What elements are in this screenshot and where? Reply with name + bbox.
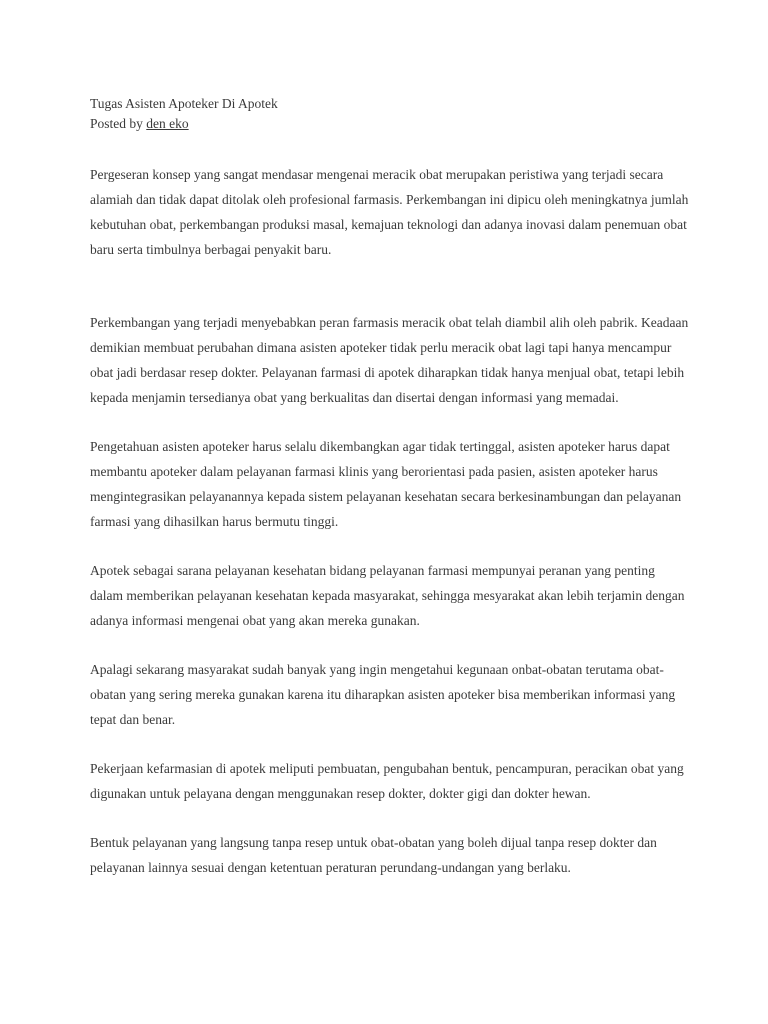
document-title: Tugas Asisten Apoteker Di Apotek	[90, 96, 278, 111]
byline-prefix: Posted by	[90, 116, 147, 131]
document-page	[90, 94, 690, 904]
paragraph-7: Bentuk pelayanan yang langsung tanpa resep untuk obat-obatan yang boleh dijual tanpa resep dokter dan pelayanan lainnya sesuai dengan ketentuan peraturan perundang-undangan yang berlaku.	[90, 835, 657, 875]
paragraph-1: Pergeseran konsep yang sangat mendasar mengenai meracik obat merupakan peristiwa yang terjadi secara alamiah dan tidak dapat ditolak oleh profesional farmasis. Perkembangan ini dipicu oleh meningkatnya jumlah kebutuhan obat, perkembangan produksi masal, kemajuan teknologi dan adanya inovasi dalam penemuan obat baru serta timbulnya berbagai penyakit baru.	[90, 167, 689, 257]
author-link[interactable]: den eko	[146, 116, 189, 131]
paragraph-4: Apotek sebagai sarana pelayanan kesehatan bidang pelayanan farmasi mempunyai peranan yang penting dalam memberikan pelayanan kesehatan kepada masyarakat, sehingga mesyarakat akan lebih terjamin dengan adanya informasi mengenai obat yang akan mereka gunakan.	[90, 563, 685, 628]
paragraph-6: Pekerjaan kefarmasian di apotek meliputi pembuatan, pengubahan bentuk, pencampuran, peracikan obat yang digunakan untuk pelayana dengan menggunakan resep dokter, dokter gigi dan dokter hewan.	[90, 761, 684, 801]
paragraph-2: Perkembangan yang terjadi menyebabkan peran farmasis meracik obat telah diambil alih oleh pabrik. Keadaan demikian membuat perubahan dimana asisten apoteker tidak perlu meracik obat lagi tapi hanya mencampur obat jadi berdasar resep dokter. Pelayanan farmasi di apotek diharapkan tidak hanya menjual obat, tetapi lebih kepada menjamin tersedianya obat yang berkualitas dan disertai dengan informasi yang memadai.	[90, 315, 689, 405]
byline	[90, 114, 690, 134]
paragraph-3: Pengetahuan asisten apoteker harus selalu dikembangkan agar tidak tertinggal, asisten apoteker harus dapat membantu apoteker dalam pelayanan farmasi klinis yang berorientasi pada pasien, asisten apoteker harus mengintegrasikan pelayanannya kepada sistem pelayanan kesehatan secara berkesinambungan dan pelayanan farmasi yang dihasilkan harus bermutu tinggi.	[90, 439, 682, 529]
paragraph-5: Apalagi sekarang masyarakat sudah banyak yang ingin mengetahui kegunaan onbat-obatan terutama obat-obatan yang sering mereka gunakan karena itu diharapkan asisten apoteker bisa memberikan informasi yang tepat dan benar.	[90, 662, 676, 727]
